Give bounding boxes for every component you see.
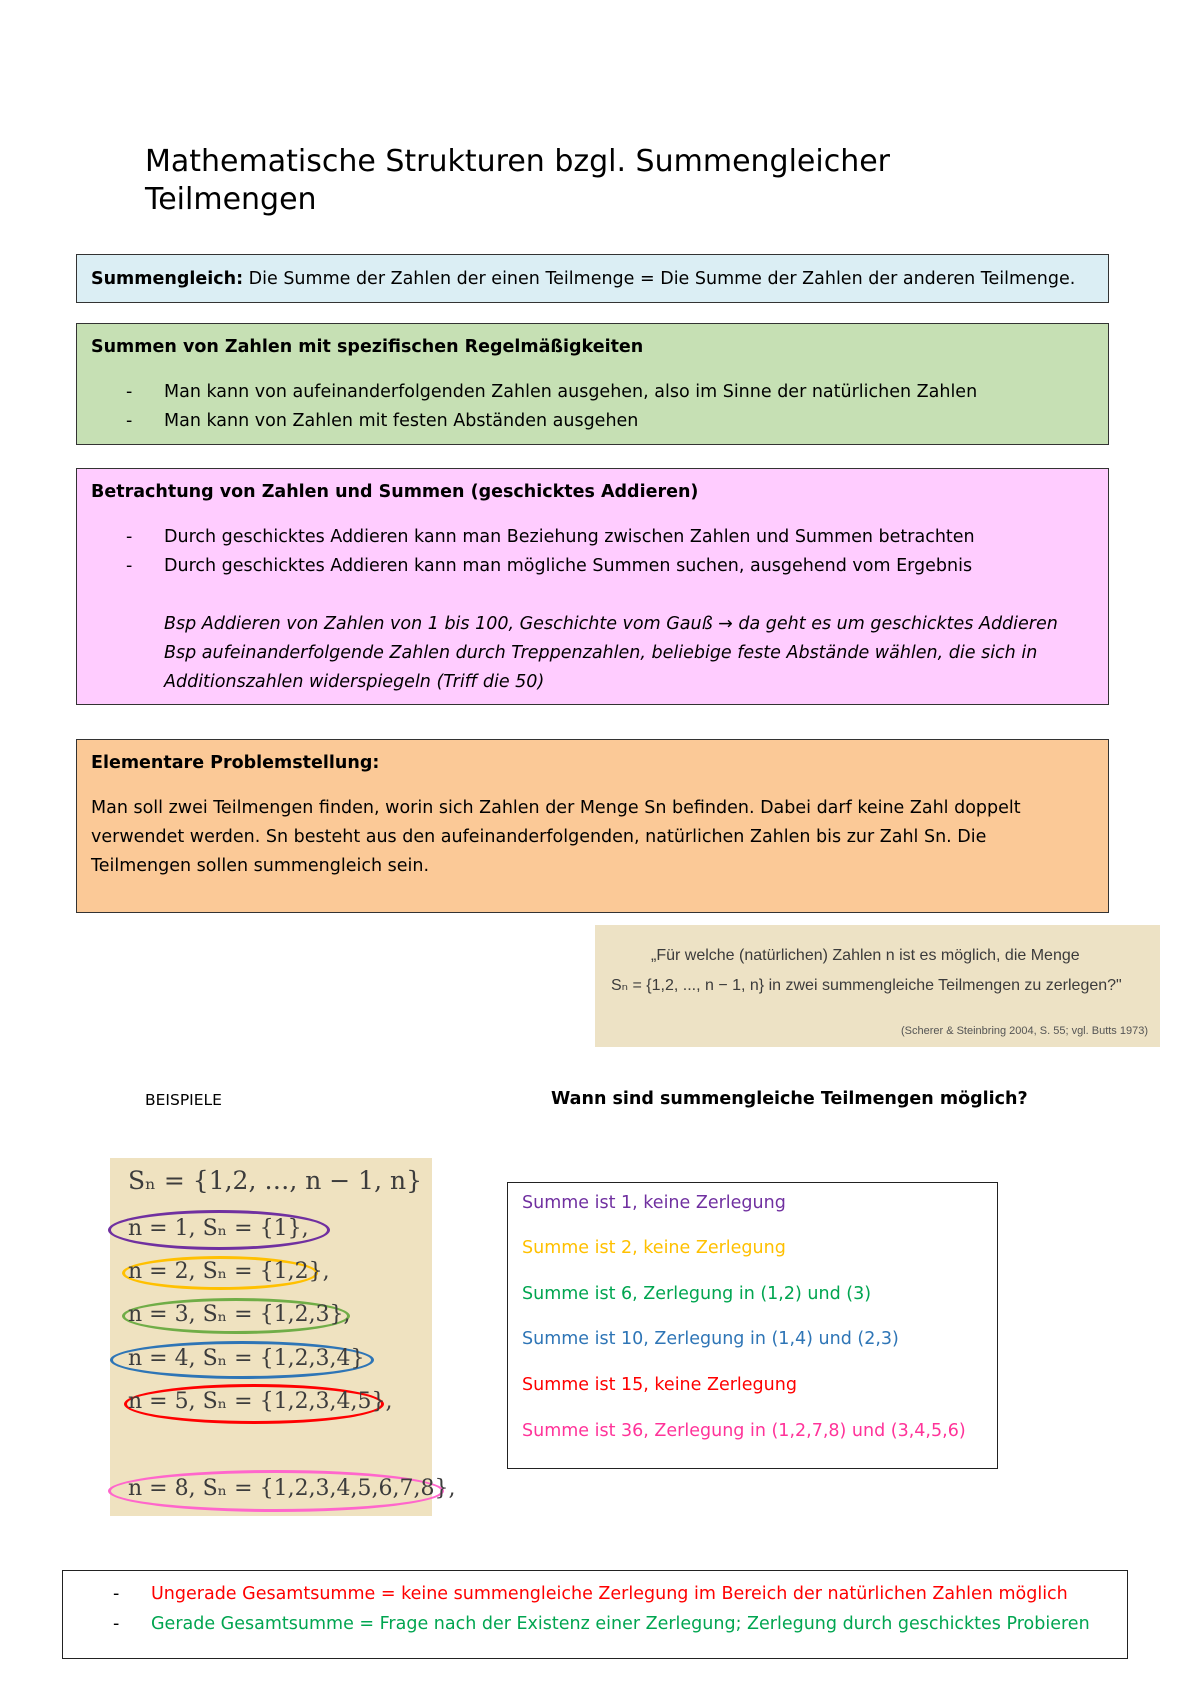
example-n8: n = 8, Sₙ = {1,2,3,4,5,6,7,8}, — [128, 1476, 456, 1501]
list-item: - Man kann von Zahlen mit festen Abständen ausgehen — [91, 407, 1094, 436]
sum-line: Summe ist 2, keine Zerlegung — [522, 1238, 786, 1258]
page-title: Mathematische Strukturen bzgl. Summengleicher Teilmengen — [145, 144, 891, 217]
regularities-box — [76, 323, 1109, 445]
example-n2: n = 2, Sₙ = {1,2}, — [128, 1259, 330, 1284]
conclusion-box — [62, 1570, 1128, 1659]
example-line: Bsp aufeinanderfolgende Zahlen durch Treppenzahlen, beliebige feste Abstände wählen, die sich in — [164, 643, 1038, 663]
list-item: - Durch geschicktes Addieren kann man mögliche Summen suchen, ausgehend vom Ergebnis — [91, 552, 1094, 581]
definition-box — [76, 254, 1109, 303]
quote-line: „Für welche (natürlichen) Zahlen n ist es möglich, die Menge — [651, 947, 1080, 964]
problem-line: Man soll zwei Teilmengen finden, worin sich Zahlen der Menge Sn befinden. Dabei darf keine Zahl doppelt — [91, 798, 1021, 818]
example-n5: n = 5, Sₙ = {1,2,3,4,5}, — [128, 1389, 393, 1414]
definition-text: Die Summe der Zahlen der einen Teilmenge = Die Summe der Zahlen der anderen Teilmenge. — [243, 269, 1076, 289]
conclusion-item: - Ungerade Gesamtsumme = keine summengleiche Zerlegung im Bereich der natürlichen Zahlen möglich — [63, 1579, 1127, 1609]
examples-label: BEISPIELE — [145, 1091, 222, 1109]
clever-adding-heading: Betrachtung von Zahlen und Summen (geschicktes Addieren) — [91, 482, 699, 502]
sum-line: Summe ist 6, Zerlegung in (1,2) und (3) — [522, 1284, 872, 1304]
problem-line: verwendet werden. Sn besteht aus den aufeinanderfolgenden, natürlichen Zahlen bis zur Zahl Sn. Die — [91, 827, 987, 847]
example-n4: n = 4, Sₙ = {1,2,3,4} — [128, 1346, 365, 1371]
clever-adding-box — [76, 468, 1109, 705]
quote-source: (Scherer & Steinbring 2004, S. 55; vgl. Butts 1973) — [900, 1025, 1148, 1037]
conclusion-item: - Gerade Gesamtsumme = Frage nach der Existenz einer Zerlegung; Zerlegung durch geschicktes Probieren — [63, 1609, 1127, 1639]
problem-line: Teilmengen sollen summengleich sein. — [91, 856, 430, 876]
quote-image — [595, 925, 1160, 1047]
example-line: Bsp Addieren von Zahlen von 1 bis 100, Geschichte vom Gauß → da geht es um geschicktes Addieren — [164, 614, 1058, 634]
example-line: Additionszahlen widerspiegeln (Triff die 50) — [164, 672, 545, 692]
sums-box — [507, 1182, 998, 1469]
sum-line: Summe ist 10, Zerlegung in (1,4) und (2,3) — [522, 1329, 899, 1349]
regularities-heading: Summen von Zahlen mit spezifischen Regelmäßigkeiten — [91, 337, 644, 357]
example-n1: n = 1, Sₙ = {1}, — [128, 1216, 309, 1241]
sum-line: Summe ist 15, keine Zerlegung — [522, 1375, 797, 1395]
definition-term: Summengleich: — [91, 269, 244, 289]
quote-line: Sₙ = {1,2, ..., n − 1, n} in zwei summengleiche Teilmengen zu zerlegen?" — [611, 977, 1122, 994]
sum-line: Summe ist 36, Zerlegung in (1,2,7,8) und (3,4,5,6) — [522, 1421, 966, 1441]
examples-panel — [110, 1158, 456, 1516]
example-n3: n = 3, Sₙ = {1,2,3}, — [128, 1302, 351, 1327]
list-item: - Man kann von aufeinanderfolgenden Zahlen ausgehen, also im Sinne der natürlichen Zahlen — [91, 378, 1094, 407]
list-item: - Durch geschicktes Addieren kann man Beziehung zwischen Zahlen und Summen betrachten — [91, 523, 1094, 552]
problem-heading: Elementare Problemstellung: — [91, 753, 380, 773]
question-label: Wann sind summengleiche Teilmengen möglich? — [551, 1089, 1028, 1109]
set-definition: Sₙ = {1,2, …, n − 1, n} — [128, 1166, 422, 1195]
sum-line: Summe ist 1, keine Zerlegung — [522, 1193, 786, 1213]
problem-box — [76, 739, 1109, 913]
